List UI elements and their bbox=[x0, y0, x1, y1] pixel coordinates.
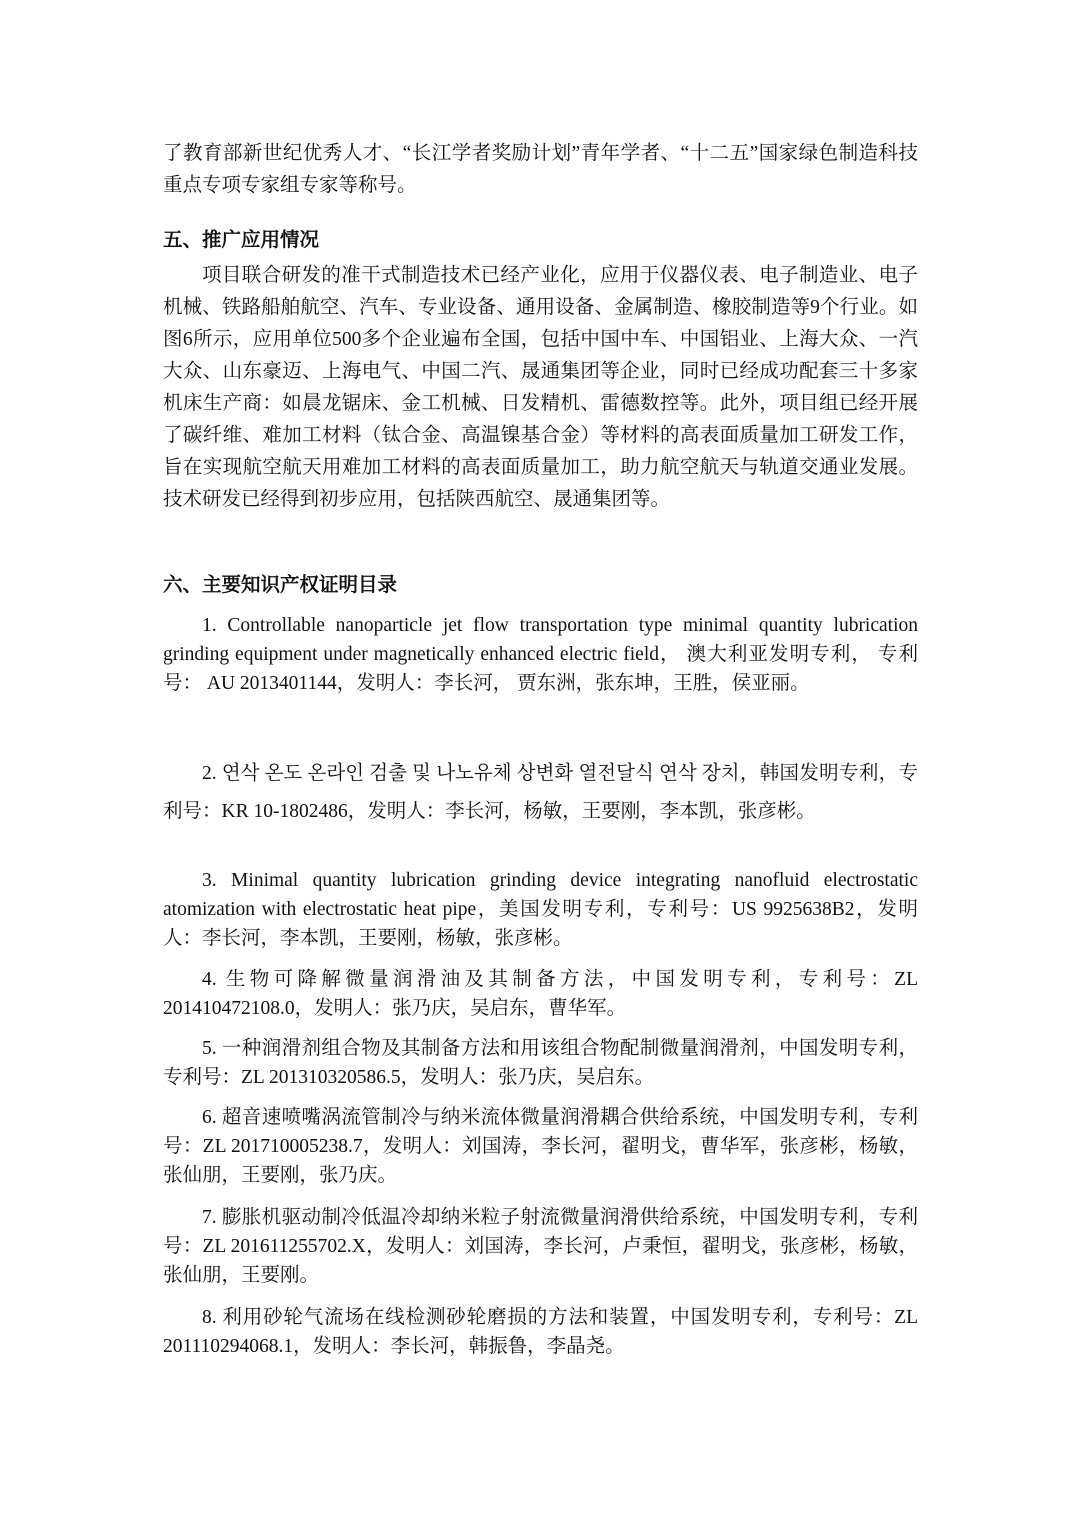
patent-item: 6. 超音速喷嘴涡流管制冷与纳米流体微量润滑耦合供给系统，中国发明专利，专利号：ZL 201710005238.7，发明人：刘国涛，李长河，翟明戈，曹华军，张彦彬，杨敏，张仙朋，王要刚，张乃庆。 bbox=[163, 1107, 918, 1186]
patent-item: 1. Controllable nanoparticle jet flow transportation type minimal quantity lubrication grinding equipment under magnetically enhanced electric field， 澳大利亚发明专利， 专利号： AU 2013401144，发明人：李长河， 贾东洲，张东坤，王胜，侯亚丽。 bbox=[163, 615, 918, 694]
section6-heading: 六、主要知识产权证明目录 bbox=[163, 574, 398, 596]
patent-item: 2. 연삭 온도 온라인 검출 및 나노유체 상변화 열전달식 연삭 장치，韩国发明专利，专利号：KR 10-1802486，发明人：李长河，杨敏，王要刚，李本凯，张彦彬。 bbox=[163, 763, 918, 822]
patent-item: 4. 生物可降解微量润滑油及其制备方法，中国发明专利，专利号：ZL 201410472108.0，发明人：张乃庆，吴启东，曹华军。 bbox=[163, 969, 918, 1019]
patent-item: 8. 利用砂轮气流场在线检测砂轮磨损的方法和装置，中国发明专利，专利号：ZL 201110294068.1，发明人：李长河，韩振鲁，李晶尧。 bbox=[163, 1307, 918, 1357]
patent-item: 5. 一种润滑剂组合物及其制备方法和用该组合物配制微量润滑剂，中国发明专利，专利号：ZL 201310320586.5，发明人：张乃庆，吴启东。 bbox=[163, 1038, 918, 1088]
section5-heading: 五、推广应用情况 bbox=[163, 229, 320, 251]
section5-paragraph: 项目联合研发的准干式制造技术已经产业化，应用于仪器仪表、电子制造业、电子机械、铁路船舶航空、汽车、专业设备、通用设备、金属制造、橡胶制造等9个行业。如图6所示，应用单位500多个企业遍布全国，包括中国中车、中国铝业、上海大众、一汽大众、山东豪迈、上海电气、中国二汽、晟通集团等企业，同时已经成功配套三十多家机床生产商：如晨龙锯床、金工机械、日发精机、雷德数控等。此外，项目组已经开展了碳纤维、难加工材料（钛合金、高温镍基合金）等材料的高表面质量加工研发工作，旨在实现航空航天用难加工材料的高表面质量加工，助力航空航天与轨道交通业发展。技术研发已经得到初步应用，包括陕西航空、晟通集团等。 bbox=[163, 265, 918, 510]
patent-item: 3. Minimal quantity lubrication grinding device integrating nanofluid electrostatic atomization with electrostatic heat pipe，美国发明专利，专利号：US 9925638B2，发明人：李长河，李本凯，王要刚，杨敏，张彦彬。 bbox=[163, 870, 918, 949]
patent-item: 7. 膨胀机驱动制冷低温冷却纳米粒子射流微量润滑供给系统，中国发明专利，专利号：ZL 201611255702.X，发明人：刘国涛，李长河，卢秉恒，翟明戈，张彦彬，杨敏，张仙朋，王要刚。 bbox=[163, 1207, 918, 1286]
intro-tail-paragraph: 了教育部新世纪优秀人才、“长江学者奖励计划”青年学者、“十二五”国家绿色制造科技重点专项专家组专家等称号。 bbox=[163, 143, 918, 196]
